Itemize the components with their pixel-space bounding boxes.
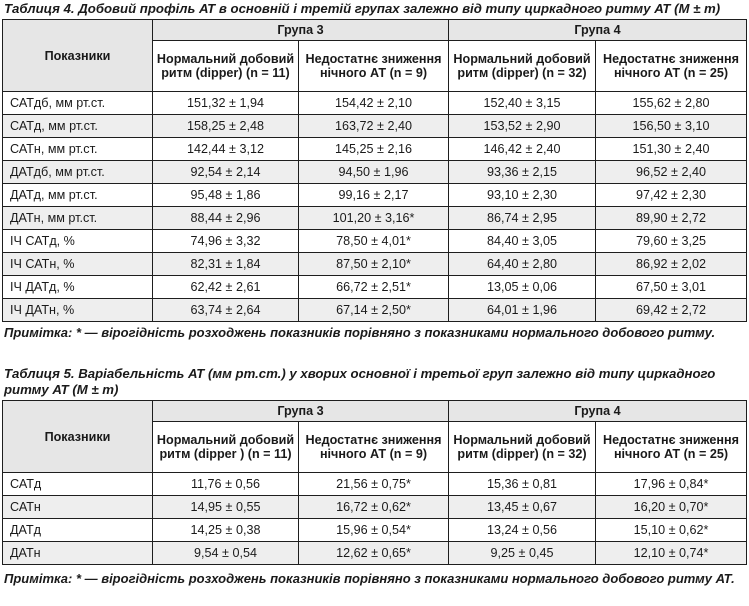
- table5-subheader-g3-nondipper: Недостатнє зниження нічного АТ (n = 9): [299, 422, 449, 473]
- table4-subheader-g4-dipper: Нормальний добовий ритм (dipper) (n = 32): [449, 41, 596, 92]
- row-label: ІЧ ДАТд, %: [3, 276, 153, 299]
- table-cell: 153,52 ± 2,90: [449, 115, 596, 138]
- row-label: ДАТдб, мм рт.ст.: [3, 161, 153, 184]
- table-row: [3, 115, 747, 138]
- table-cell: 163,72 ± 2,40: [299, 115, 449, 138]
- table-cell: 156,50 ± 3,10: [596, 115, 747, 138]
- table4: [2, 19, 747, 322]
- table-cell: 142,44 ± 3,12: [153, 138, 299, 161]
- table-cell: 155,62 ± 2,80: [596, 92, 747, 115]
- table5-subheader-g4-dipper: Нормальний добовий ритм (dipper) (n = 32): [449, 422, 596, 473]
- table-cell: 78,50 ± 4,01*: [299, 230, 449, 253]
- row-label: ДАТд: [3, 519, 153, 542]
- table-cell: 64,40 ± 2,80: [449, 253, 596, 276]
- table5-row-header: Показники: [3, 401, 153, 473]
- table-row: [3, 496, 747, 519]
- table-row: [3, 92, 747, 115]
- row-label: ІЧ САТд, %: [3, 230, 153, 253]
- table-cell: 63,74 ± 2,64: [153, 299, 299, 322]
- row-label: САТн, мм рт.ст.: [3, 138, 153, 161]
- table4-subheader-g3-dipper: Нормальний добовий ритм (dipper) (n = 11): [153, 41, 299, 92]
- table-cell: 14,25 ± 0,38: [153, 519, 299, 542]
- table-cell: 82,31 ± 1,84: [153, 253, 299, 276]
- table4-note: Примітка: * — вірогідність розходжень показників порівняно з показниками нормального добового ритму.: [4, 325, 716, 340]
- table-cell: 86,74 ± 2,95: [449, 207, 596, 230]
- row-label: САТн: [3, 496, 153, 519]
- table-cell: 97,42 ± 2,30: [596, 184, 747, 207]
- table-cell: 96,52 ± 2,40: [596, 161, 747, 184]
- table-cell: 13,05 ± 0,06: [449, 276, 596, 299]
- table-cell: 17,96 ± 0,84*: [596, 473, 747, 496]
- row-label: САТд, мм рт.ст.: [3, 115, 153, 138]
- table5-group4-header: Група 4: [449, 401, 747, 422]
- table5-subheader-g3-dipper: Нормальний добовий ритм (dipper ) (n = 11): [153, 422, 299, 473]
- table-cell: 92,54 ± 2,14: [153, 161, 299, 184]
- table-row: [3, 253, 747, 276]
- table-cell: 14,95 ± 0,55: [153, 496, 299, 519]
- table-cell: 158,25 ± 2,48: [153, 115, 299, 138]
- table-cell: 93,10 ± 2,30: [449, 184, 596, 207]
- table-row: [3, 161, 747, 184]
- table-row: [3, 207, 747, 230]
- table-cell: 145,25 ± 2,16: [299, 138, 449, 161]
- table-cell: 12,10 ± 0,74*: [596, 542, 747, 565]
- table-row: [3, 230, 747, 253]
- table-cell: 62,42 ± 2,61: [153, 276, 299, 299]
- table-cell: 101,20 ± 3,16*: [299, 207, 449, 230]
- table-cell: 95,48 ± 1,86: [153, 184, 299, 207]
- table5-group3-header: Група 3: [153, 401, 449, 422]
- table-cell: 9,54 ± 0,54: [153, 542, 299, 565]
- table-cell: 152,40 ± 3,15: [449, 92, 596, 115]
- table5-note: Примітка: * — вірогідність розходжень показників порівняно з показниками нормального добового ритму АТ.: [4, 571, 735, 586]
- table-cell: 15,10 ± 0,62*: [596, 519, 747, 542]
- table-cell: 11,76 ± 0,56: [153, 473, 299, 496]
- table5-caption-line1: Таблиця 5. Варіабельність АТ (мм рт.ст.) у хворих основної і третьої груп залежно від типу циркадного: [4, 366, 716, 381]
- table-cell: 84,40 ± 3,05: [449, 230, 596, 253]
- row-label: САТд: [3, 473, 153, 496]
- table-cell: 93,36 ± 2,15: [449, 161, 596, 184]
- table-row: [3, 473, 747, 496]
- table-cell: 67,50 ± 3,01: [596, 276, 747, 299]
- table-row: [3, 299, 747, 322]
- table5-caption-line2: ритму АТ (M ± m): [4, 382, 119, 397]
- row-label: ІЧ ДАТн, %: [3, 299, 153, 322]
- table-cell: 13,45 ± 0,67: [449, 496, 596, 519]
- table-cell: 146,42 ± 2,40: [449, 138, 596, 161]
- table-row: [3, 138, 747, 161]
- table-cell: 66,72 ± 2,51*: [299, 276, 449, 299]
- table-cell: 87,50 ± 2,10*: [299, 253, 449, 276]
- table5-subheader-g4-nondipper: Недостатнє зниження нічного АТ (n = 25): [596, 422, 747, 473]
- table-cell: 86,92 ± 2,02: [596, 253, 747, 276]
- table-cell: 74,96 ± 3,32: [153, 230, 299, 253]
- table-row: [3, 542, 747, 565]
- table4-group3-header: Група 3: [153, 20, 449, 41]
- table-cell: 94,50 ± 1,96: [299, 161, 449, 184]
- table-cell: 15,36 ± 0,81: [449, 473, 596, 496]
- table4-row-header: Показники: [3, 20, 153, 92]
- row-label: ІЧ САТн, %: [3, 253, 153, 276]
- table-cell: 9,25 ± 0,45: [449, 542, 596, 565]
- table4-subheader-g4-nondipper: Недостатнє зниження нічного АТ (n = 25): [596, 41, 747, 92]
- table-cell: 151,32 ± 1,94: [153, 92, 299, 115]
- table-cell: 69,42 ± 2,72: [596, 299, 747, 322]
- table5-body: [3, 473, 747, 565]
- table-cell: 88,44 ± 2,96: [153, 207, 299, 230]
- row-label: ДАТн: [3, 542, 153, 565]
- row-label: ДАТн, мм рт.ст.: [3, 207, 153, 230]
- table-row: [3, 184, 747, 207]
- table5: [2, 400, 747, 565]
- table-cell: 89,90 ± 2,72: [596, 207, 747, 230]
- table-cell: 99,16 ± 2,17: [299, 184, 449, 207]
- table4-group4-header: Група 4: [449, 20, 747, 41]
- table-cell: 67,14 ± 2,50*: [299, 299, 449, 322]
- table-cell: 64,01 ± 1,96: [449, 299, 596, 322]
- table-cell: 15,96 ± 0,54*: [299, 519, 449, 542]
- table-cell: 13,24 ± 0,56: [449, 519, 596, 542]
- table4-body: [3, 92, 747, 322]
- table-cell: 154,42 ± 2,10: [299, 92, 449, 115]
- table4-caption: Таблиця 4. Добовий профіль АТ в основній і третій групах залежно від типу циркадного ритму АТ (M ± m): [4, 1, 721, 16]
- table-cell: 151,30 ± 2,40: [596, 138, 747, 161]
- table-cell: 79,60 ± 3,25: [596, 230, 747, 253]
- table-cell: 16,20 ± 0,70*: [596, 496, 747, 519]
- row-label: ДАТд, мм рт.ст.: [3, 184, 153, 207]
- table-row: [3, 519, 747, 542]
- table4-subheader-g3-nondipper: Недостатнє зниження нічного АТ (n = 9): [299, 41, 449, 92]
- table-cell: 16,72 ± 0,62*: [299, 496, 449, 519]
- table-row: [3, 276, 747, 299]
- row-label: САТдб, мм рт.ст.: [3, 92, 153, 115]
- table-cell: 21,56 ± 0,75*: [299, 473, 449, 496]
- table-cell: 12,62 ± 0,65*: [299, 542, 449, 565]
